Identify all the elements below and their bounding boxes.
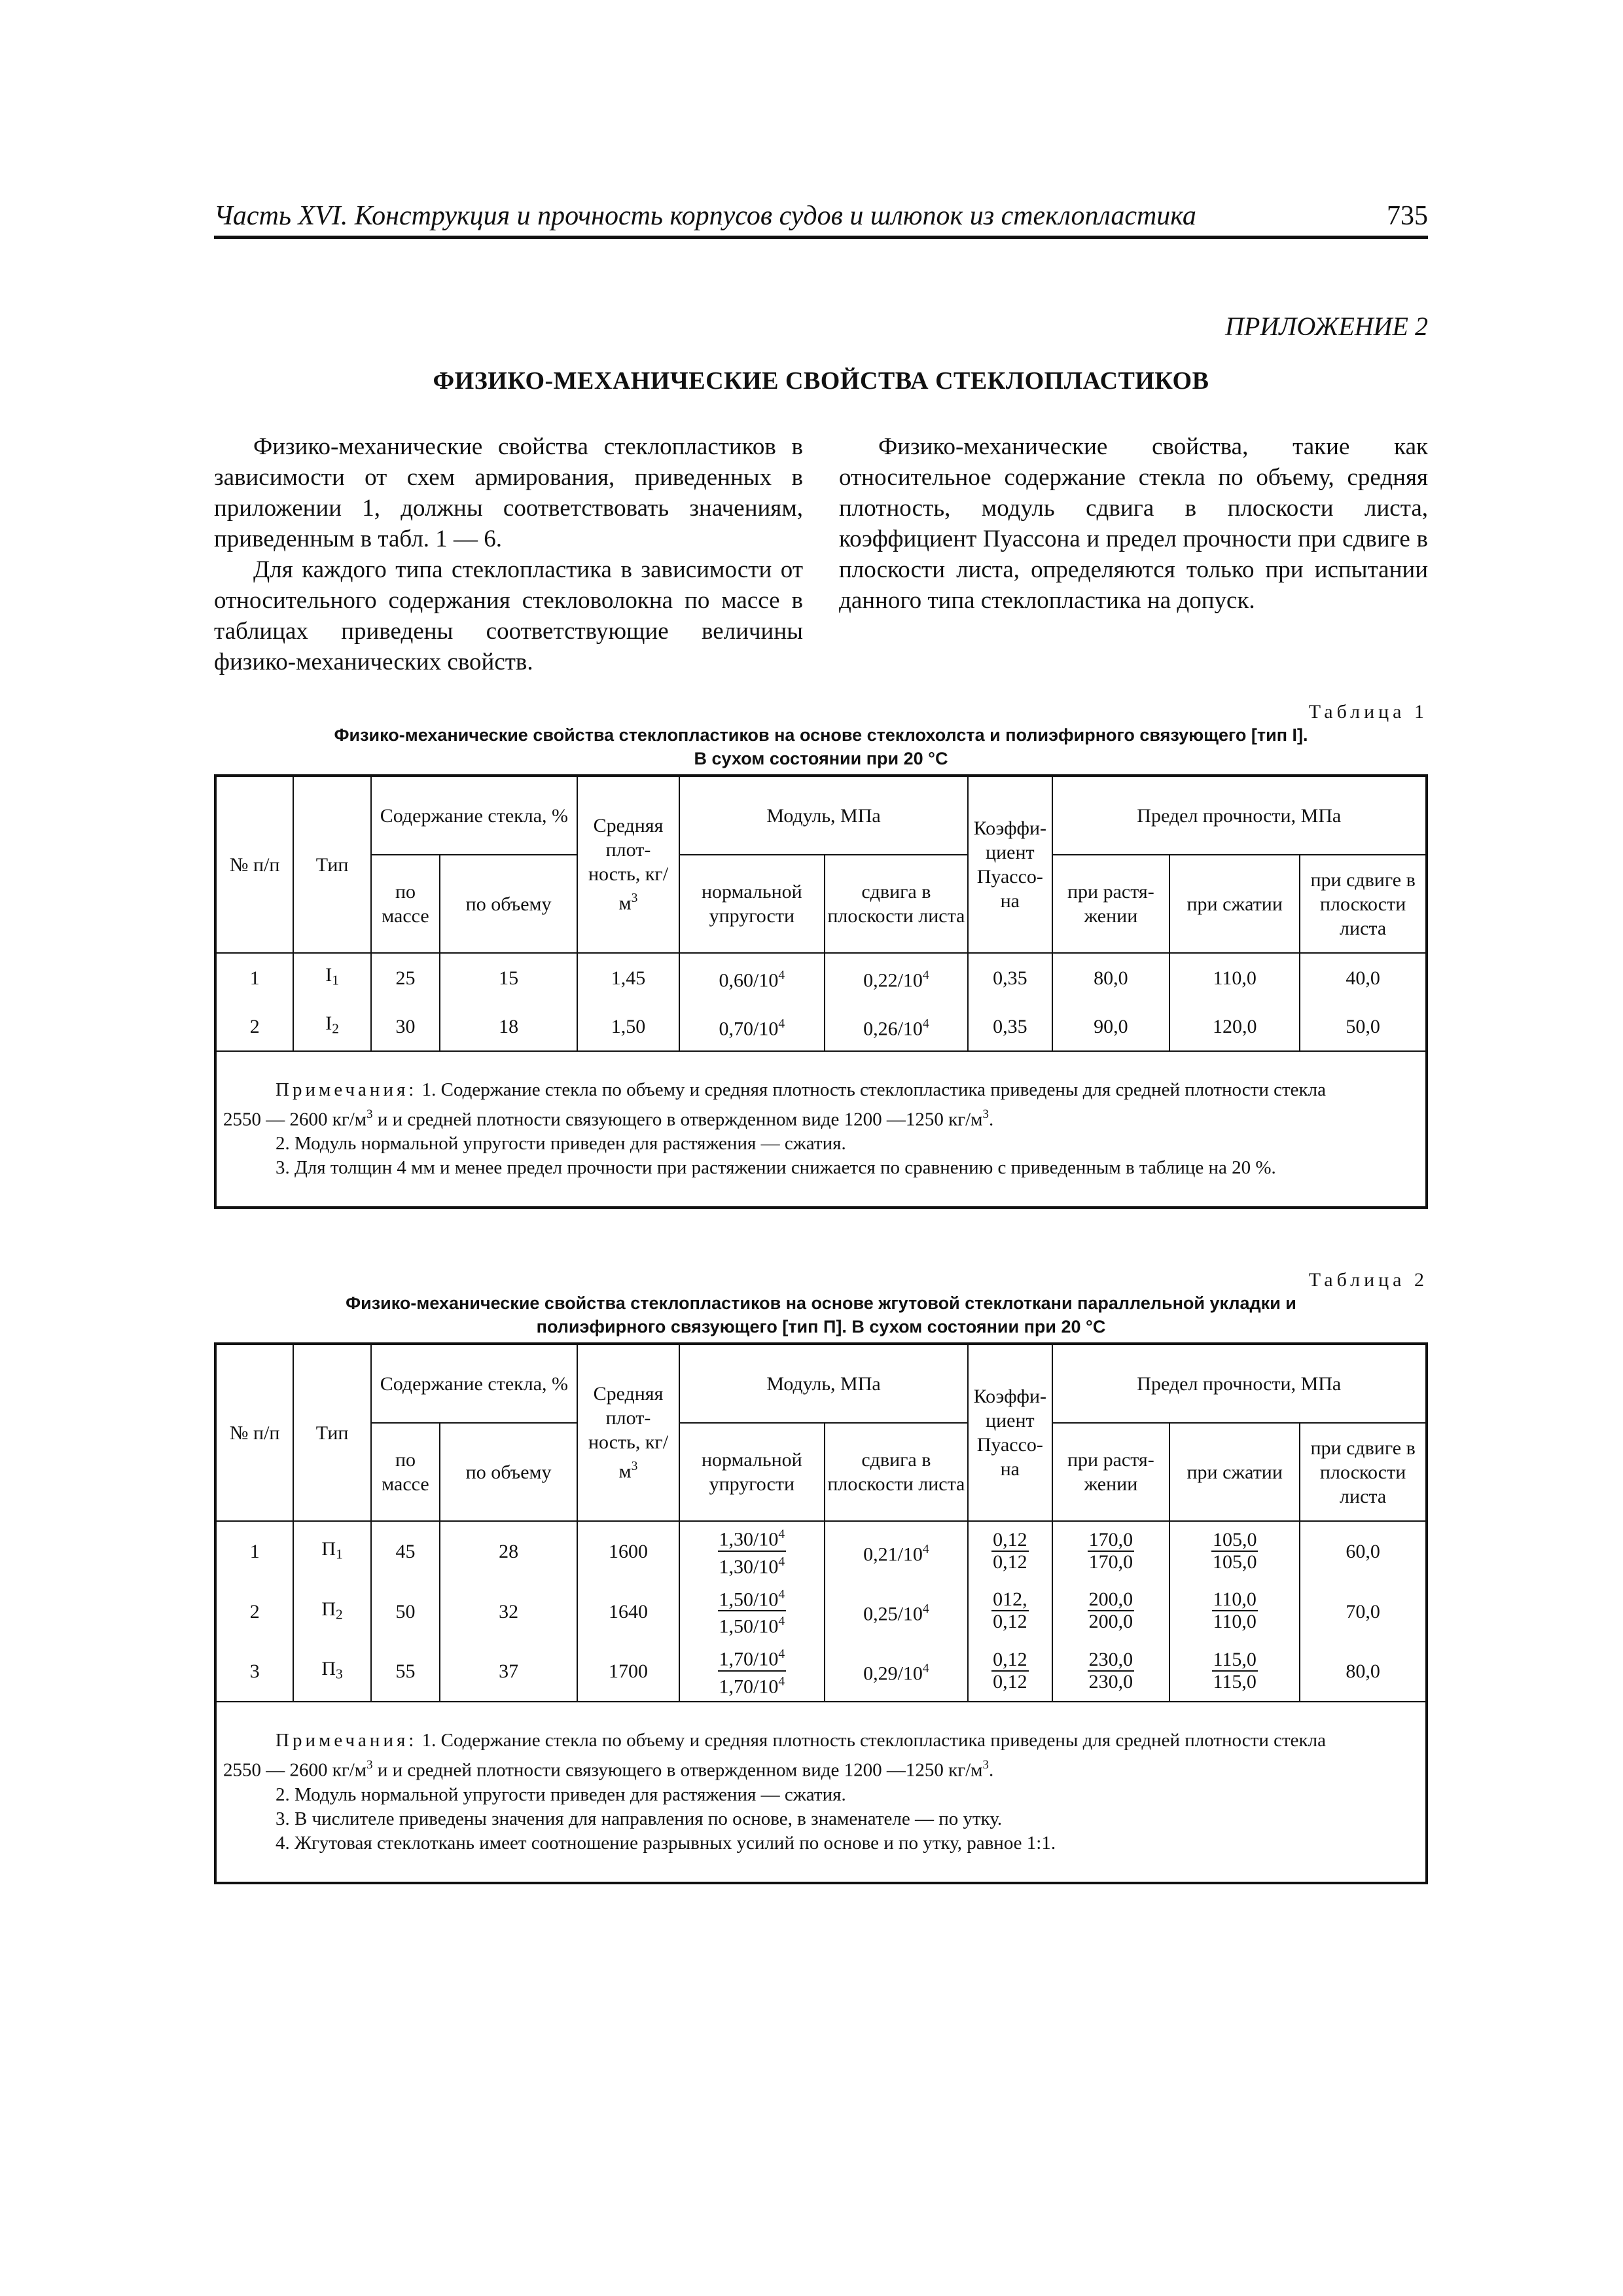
cell-mass: 25 — [371, 953, 440, 1002]
header-by-mass: по массе — [371, 855, 440, 953]
cell-density: 1600 — [577, 1521, 679, 1581]
table-2-label: Таблица 2 — [1308, 1269, 1428, 1291]
table-2-caption — [214, 1291, 1428, 1338]
header-tension: при растя-жении — [1052, 855, 1170, 953]
cell-tension: $\frac{200,0}{200,0}$ — [1052, 1582, 1170, 1641]
table-1 — [214, 774, 1428, 1209]
table-2 — [214, 1342, 1428, 1884]
header-by-volume: по объему — [440, 855, 577, 953]
cell-mass: 45 — [371, 1521, 440, 1581]
table-row — [215, 1521, 1427, 1581]
header-modulus: Модуль, МПа — [679, 776, 968, 855]
cell-mass: 30 — [371, 1002, 440, 1051]
cell-compression: $\frac{115,0}{115,0}$ — [1169, 1641, 1300, 1702]
note-1-cont: 2550 — 2600 $кг/м^3$ и и средней плотности связующего в отвержденном виде 1200 —1250 $кг/м^3$. — [223, 1758, 994, 1781]
header-density: Средняя плот-ность, $кг/м^3$ — [577, 1344, 679, 1521]
table-1-label: Таблица 1 — [1308, 701, 1428, 723]
table-1-notes — [215, 1051, 1427, 1208]
header-normal: нормальной упругости — [679, 855, 825, 953]
running-header — [214, 196, 1428, 239]
cell-shear-strength: 50,0 — [1300, 1002, 1427, 1051]
cell-poisson: 0,35 — [968, 1002, 1052, 1051]
table-2-block — [214, 1269, 1428, 1884]
header-type: Тип — [293, 1344, 370, 1521]
cell-mass: 50 — [371, 1582, 440, 1641]
cell-tension: $\frac{170,0}{170,0}$ — [1052, 1521, 1170, 1581]
table-row — [215, 1582, 1427, 1641]
header-strength: Предел прочности, МПа — [1052, 776, 1427, 855]
note-1: Примечания: 1. Содержание стекла по объему и средняя плотность стеклопластика приведены для средней плотности стекла — [276, 1079, 1326, 1100]
cell-volume: 28 — [440, 1521, 577, 1581]
cell-tension: 90,0 — [1052, 1002, 1170, 1051]
cell-normal: $0,60/10^4$ — [679, 953, 825, 1002]
note-1-cont: 2550 — 2600 $кг/м^3$ и и средней плотности связующего в отвержденном виде 1200 —1250 $кг/м^3$. — [223, 1107, 994, 1130]
note-4: 4. Жгутовая стеклоткань имеет соотношение разрывных усилий по основе и по утку, равное 1:1. — [276, 1832, 1056, 1854]
table-row — [215, 953, 1427, 1002]
header-compression: при сжатии — [1169, 1423, 1300, 1521]
cell-shear-strength: 80,0 — [1300, 1641, 1427, 1702]
header-strength: Предел прочности, МПа — [1052, 1344, 1427, 1423]
cell-mass: 55 — [371, 1641, 440, 1702]
header-density: Средняя плот-ность, $кг/м^3$ — [577, 776, 679, 953]
cell-density: 1,45 — [577, 953, 679, 1002]
header-no: № п/п — [215, 776, 293, 953]
header-modulus: Модуль, МПа — [679, 1344, 968, 1423]
cell-poisson: $\frac{0,12}{0,12}$ — [968, 1641, 1052, 1702]
cell-volume: 37 — [440, 1641, 577, 1702]
header-poisson: Коэффи-циент Пуассо-на — [968, 776, 1052, 953]
cell-poisson: $\frac{0,12}{0,12}$ — [968, 1521, 1052, 1581]
right-column — [839, 431, 1428, 677]
intro-columns — [214, 431, 1428, 677]
cell-shear: $0,22/10^4$ — [825, 953, 968, 1002]
header-by-mass: по массе — [371, 1423, 440, 1521]
table-row — [215, 1002, 1427, 1051]
cell-volume: 18 — [440, 1002, 577, 1051]
header-shear: сдвига в плоскости листа — [825, 855, 968, 953]
document-page — [214, 196, 1428, 1884]
cell-no: 2 — [215, 1582, 293, 1641]
cell-shear: $0,25/10^4$ — [825, 1582, 968, 1641]
page-number: 735 — [1387, 201, 1428, 231]
table-1-caption — [214, 723, 1428, 770]
header-compression: при сжатии — [1169, 855, 1300, 953]
header-tension: при растя-жении — [1052, 1423, 1170, 1521]
header-poisson: Коэффи-циент Пуассо-на — [968, 1344, 1052, 1521]
table-1-block — [214, 701, 1428, 1209]
left-column — [214, 431, 803, 677]
header-shear-strength: при сдвиге в плоскости листа — [1300, 855, 1427, 953]
cell-compression: 120,0 — [1169, 1002, 1300, 1051]
cell-volume: 15 — [440, 953, 577, 1002]
cell-shear-strength: 40,0 — [1300, 953, 1427, 1002]
appendix-label: ПРИЛОЖЕНИЕ 2 — [1225, 312, 1428, 341]
cell-shear: $0,21/10^4$ — [825, 1521, 968, 1581]
table-1-caption-line-1: Физико-механические свойства стеклопластиков на основе стеклохолста и полиэфирного связующего [тип I]. — [334, 725, 1308, 745]
cell-compression: 110,0 — [1169, 953, 1300, 1002]
cell-poisson: 0,35 — [968, 953, 1052, 1002]
cell-compression: $\frac{105,0}{105,0}$ — [1169, 1521, 1300, 1581]
table-row — [215, 1641, 1427, 1702]
cell-compression: $\frac{110,0}{110,0}$ — [1169, 1582, 1300, 1641]
note-2: 2. Модуль нормальной упругости приведен для растяжения — сжатия. — [276, 1133, 846, 1155]
cell-volume: 32 — [440, 1582, 577, 1641]
paragraph: Для каждого типа стеклопластика в зависимости от относительного содержания стекловолокна по массе в таблицах приведены соответствующие величины физико-механических свойств. — [214, 556, 803, 675]
note-1: Примечания: 1. Содержание стекла по объему и средняя плотность стеклопластика приведены для средней плотности стекла — [276, 1730, 1326, 1751]
main-title: ФИЗИКО-МЕХАНИЧЕСКИЕ СВОЙСТВА СТЕКЛОПЛАСТИКОВ — [433, 367, 1209, 395]
table-2-caption-line-1: Физико-механические свойства стеклопластиков на основе жгутовой стеклоткани параллельной укладки и — [346, 1293, 1296, 1314]
cell-no: 1 — [215, 953, 293, 1002]
cell-type: $П_3$ — [293, 1641, 370, 1702]
table-2-caption-line-2: полиэфирного связующего [тип П]. В сухом состоянии при 20 °С — [536, 1317, 1106, 1337]
header-glass: Содержание стекла, % — [371, 1344, 577, 1423]
note-2: 2. Модуль нормальной упругости приведен для растяжения — сжатия. — [276, 1784, 846, 1805]
note-3: 3. В числителе приведены значения для направления по основе, в знаменателе — по утку. — [276, 1808, 1003, 1829]
cell-type: $I_2$ — [293, 1002, 370, 1051]
header-type: Тип — [293, 776, 370, 953]
header-title: Часть XVI. Конструкция и прочность корпусов судов и шлюпок из стеклопластика — [214, 201, 1196, 231]
cell-no: 3 — [215, 1641, 293, 1702]
cell-tension: 80,0 — [1052, 953, 1170, 1002]
header-shear: сдвига в плоскости листа — [825, 1423, 968, 1521]
header-no: № п/п — [215, 1344, 293, 1521]
cell-normal: $\frac{1,30/10^4}{1,30/10^4}$ — [679, 1521, 825, 1581]
cell-type: $П_2$ — [293, 1582, 370, 1641]
header-by-volume: по объему — [440, 1423, 577, 1521]
cell-density: 1,50 — [577, 1002, 679, 1051]
cell-type: $I_1$ — [293, 953, 370, 1002]
paragraph: Физико-механические свойства стеклопластиков в зависимости от схем армирования, приведенных в приложении 1, должны соответствовать значениям, приведенным в табл. 1 — 6. — [214, 433, 803, 552]
cell-shear-strength: 70,0 — [1300, 1582, 1427, 1641]
cell-type: $П_1$ — [293, 1521, 370, 1581]
cell-density: 1640 — [577, 1582, 679, 1641]
table-1-caption-line-2: В сухом состоянии при 20 °С — [694, 749, 948, 768]
cell-normal: $\frac{1,50/10^4}{1,50/10^4}$ — [679, 1582, 825, 1641]
cell-no: 1 — [215, 1521, 293, 1581]
cell-density: 1700 — [577, 1641, 679, 1702]
cell-shear-strength: 60,0 — [1300, 1521, 1427, 1581]
cell-poisson: $\frac{012,}{0,12}$ — [968, 1582, 1052, 1641]
header-shear-strength: при сдвиге в плоскости листа — [1300, 1423, 1427, 1521]
table-2-notes — [215, 1702, 1427, 1882]
cell-shear: $0,29/10^4$ — [825, 1641, 968, 1702]
cell-normal: $0,70/10^4$ — [679, 1002, 825, 1051]
cell-normal: $\frac{1,70/10^4}{1,70/10^4}$ — [679, 1641, 825, 1702]
header-glass: Содержание стекла, % — [371, 776, 577, 855]
paragraph: Физико-механические свойства, такие как относительное содержание стекла по объему, средняя плотность, модуль сдвига в плоскости листа, коэффициент Пуассона и предел прочности при сдвиге в плоскости листа, определяются только при испытании данного типа стеклопластика на допуск. — [839, 433, 1428, 614]
header-normal: нормальной упругости — [679, 1423, 825, 1521]
cell-no: 2 — [215, 1002, 293, 1051]
note-3: 3. Для толщин 4 мм и менее предел прочности при растяжении снижается по сравнению с приведенным в таблице на 20 %. — [276, 1157, 1276, 1179]
cell-shear: $0,26/10^4$ — [825, 1002, 968, 1051]
cell-tension: $\frac{230,0}{230,0}$ — [1052, 1641, 1170, 1702]
